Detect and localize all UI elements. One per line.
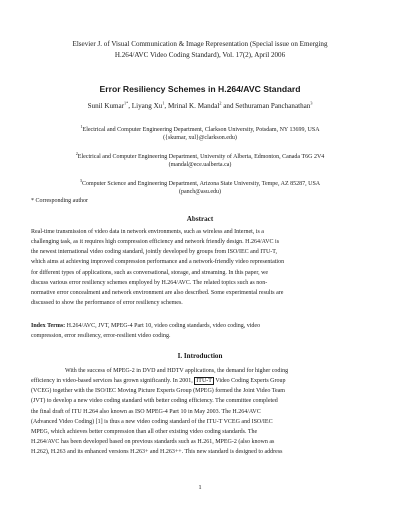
- author-name: Mrinal K. Mandal: [167, 102, 220, 110]
- author-marker: 1: [162, 100, 165, 106]
- journal-header: [0, 39, 400, 61]
- affiliation-marker: 3: [79, 178, 82, 183]
- affiliation-1: [0, 126, 400, 142]
- abstract-text: [31, 227, 370, 308]
- author-marker: 2: [219, 100, 222, 106]
- index-terms: [31, 321, 370, 341]
- introduction-line: With the success of MPEG-2 in DVD and HDTV applications, the demand for higher coding: [65, 368, 289, 374]
- affiliation-line: Computer Science and Engineering Department, Arizona State University, Tempe, AZ 85287, USA: [81, 181, 321, 187]
- affiliation-email: ({skumar, xul}@clarkson.edu): [163, 135, 237, 142]
- author-marker: 1*: [124, 100, 129, 106]
- abstract-line: discussed to show the performance of error resiliency schemes.: [31, 299, 183, 306]
- abstract-line: challenging task, as it requires high compression efficiency and network friendly design. H.264/AVC is: [31, 239, 280, 246]
- abstract-line: which aims at achieving improved compression performance and a network-friendly video representation: [31, 259, 285, 266]
- introduction-text: [31, 366, 370, 457]
- abstract-line: Real-time transmission of video data in network environments, such as wireless and Internet, is a: [31, 229, 264, 235]
- introduction-heading: I. Introduction: [177, 352, 223, 360]
- introduction-line: the final draft of ITU H.264 also known as ISO MPEG-4 Part 10 in May 2003. The H.264/AVC: [31, 408, 261, 415]
- introduction-line: (Advanced Video Coding) [1] is thus a new video coding standard of the ITU-T VCEG and ISO/IEC: [31, 418, 273, 425]
- introduction-line: H.262), H.263 and its enhanced versions H.263+ and H.263++. This new standard is designed to address: [31, 449, 283, 456]
- affiliation-email: (mandal@ece.ualberta.ca): [168, 162, 232, 169]
- introduction-text-fragment: Video Coding Experts Group: [215, 378, 286, 385]
- index-terms-line: compression, error resiliency, error-resilient video coding.: [31, 333, 171, 340]
- journal-line-1: Elsevier J. of Visual Communication & Image Representation (Special issue on Emerging: [72, 40, 328, 48]
- highlighted-term: ITU-T: [196, 378, 212, 385]
- introduction-line: MPEG, which achieves better compression than all other existing video coding standards. The: [31, 428, 258, 435]
- introduction-line: [31, 376, 370, 386]
- introduction-text-fragment: efficiency in video-based services has grown significantly. In 2001,: [31, 378, 193, 385]
- index-terms-label: Index Terms:: [31, 323, 66, 329]
- introduction-line: (VCEG) together with the ISO/IEC Moving Picture Experts Group (MPEG) formed the Joint Video Team: [31, 388, 285, 395]
- corresponding-author-note: * Corresponding author: [31, 198, 88, 204]
- affiliation-2: [0, 153, 400, 169]
- abstract-line: for different types of applications, such as conversational, storage, and streaming. In this paper, we: [31, 269, 269, 276]
- abstract-line: discuss various error resiliency schemes employed by H.264/AVC. The related topics such as non-: [31, 279, 268, 286]
- affiliation-marker: 2: [75, 151, 78, 156]
- affiliation-email: (panch@asu.edu): [178, 189, 221, 196]
- affiliation-line: Electrical and Computer Engineering Department, Clarkson University, Potsdam, NY 13699, USA: [82, 127, 320, 133]
- abstract-line: the newest international video coding standard, jointly developed by groups from ISO/IEC and ITU-T,: [31, 249, 277, 256]
- author-name: Sethuraman Panchanathan: [235, 102, 311, 110]
- page-number: 1: [198, 484, 202, 491]
- author-name: Sunil Kumar: [87, 102, 125, 110]
- affiliation-marker: 1: [80, 124, 83, 129]
- introduction-line: H.264/AVC has been developed based on previous standards such as H.261, MPEG-2 (also known as: [31, 438, 275, 445]
- author-marker: 3: [310, 100, 313, 106]
- affiliation-3: [0, 180, 400, 196]
- affiliation-line: Electrical and Computer Engineering Department, University of Alberta, Edmonton, Canada T6G 2V4: [77, 154, 325, 160]
- author-name: Liyang Xu: [131, 102, 163, 110]
- abstract-heading: Abstract: [186, 215, 214, 223]
- journal-line-2: H.264/AVC Video Coding Standard), Vol. 17(2), April 2006: [114, 51, 286, 59]
- introduction-line: (JVT) to develop a new video coding standard with better coding efficiency. The committee completed: [31, 398, 278, 405]
- abstract-line: normative error concealment and network environment are also described. Some experimental results are: [31, 289, 284, 296]
- paper-title: Error Resiliency Schemes in H.264/AVC Standard: [99, 84, 301, 94]
- author-list: Sunil Kumar$^{1*}$, Liyang Xu$^1$, Mrinal K. Mandal$^2$ and Sethuraman Panchanathan$^3$: [87, 100, 313, 110]
- index-terms-line: H.264/AVC, JVT, MPEG-4 Part 10, video coding standards, video coding, video: [65, 323, 261, 329]
